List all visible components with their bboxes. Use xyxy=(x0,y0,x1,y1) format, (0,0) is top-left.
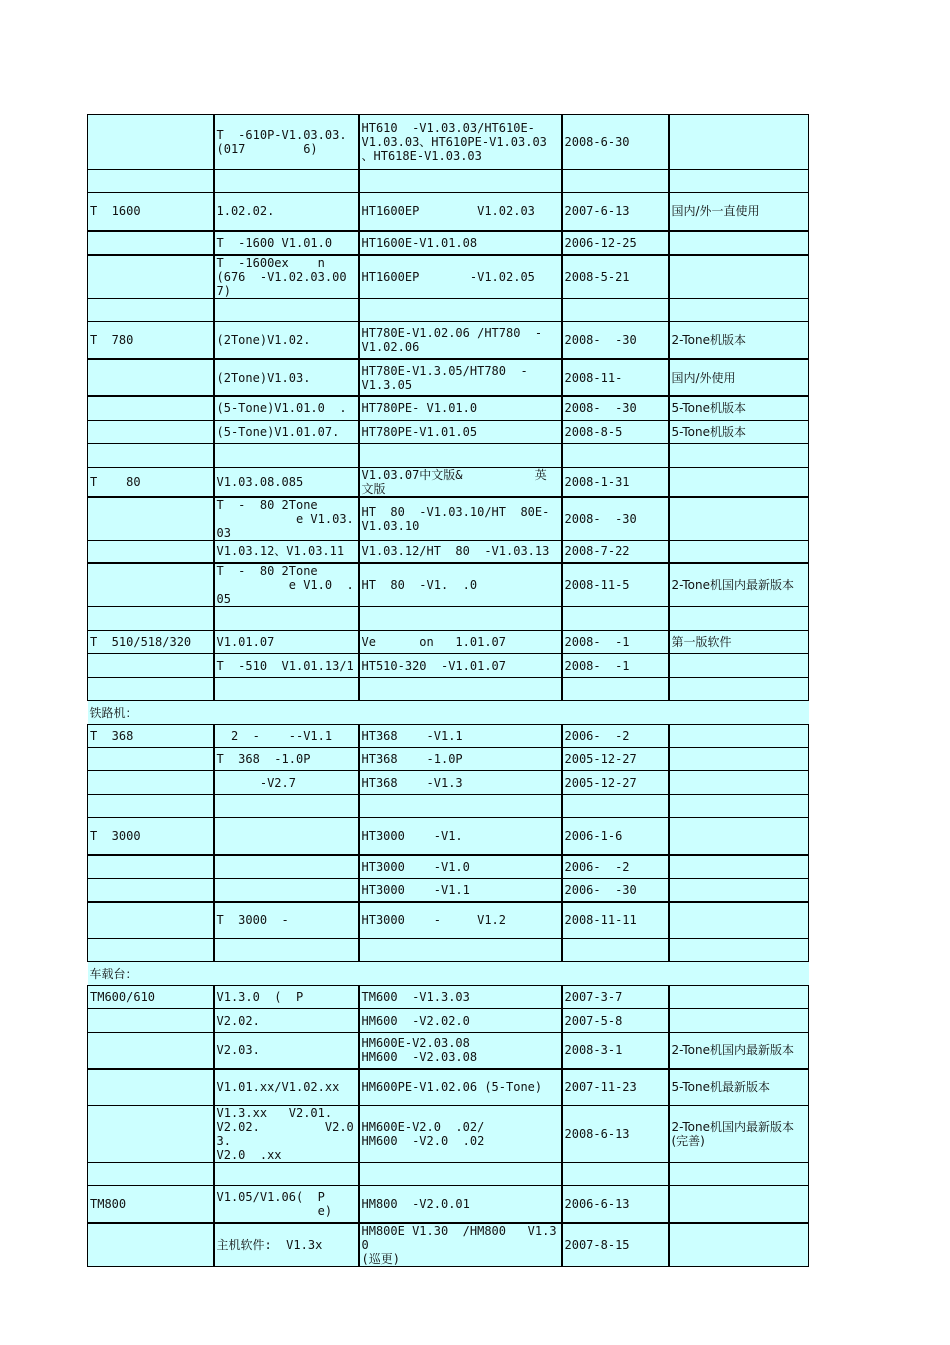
note-cell: 2-Tone机国内最新版本(完善) xyxy=(669,1106,809,1163)
note-cell: 国内/外一直使用 xyxy=(669,193,809,231)
software-version-cell: 1.02.02. xyxy=(214,193,359,231)
software-version-cell: V1.05/V1.06( P e) xyxy=(214,1186,359,1223)
empty-cell xyxy=(359,443,562,467)
empty-cell xyxy=(669,443,809,467)
empty-cell xyxy=(88,170,214,193)
empty-cell xyxy=(359,795,562,818)
note-cell xyxy=(669,1009,809,1033)
note-cell xyxy=(669,654,809,678)
date-cell: 2005-12-27 xyxy=(562,748,669,771)
empty-cell xyxy=(214,607,359,631)
empty-cell xyxy=(359,298,562,321)
date-cell: 2007-11-23 xyxy=(562,1069,669,1106)
note-cell: 5-Tone机版本 xyxy=(669,396,809,420)
firmware-version-cell: HT510-320 -V1.01.07 xyxy=(359,654,562,678)
empty-cell xyxy=(669,1163,809,1186)
empty-cell xyxy=(214,939,359,962)
firmware-version-cell: HT3000 -V1. xyxy=(359,818,562,855)
table-row xyxy=(88,1033,809,1069)
model-cell: T 80 xyxy=(88,467,214,497)
date-cell: 2008-1-31 xyxy=(562,467,669,497)
date-cell: 2008- -30 xyxy=(562,396,669,420)
empty-cell xyxy=(359,939,562,962)
empty-cell xyxy=(669,607,809,631)
empty-cell xyxy=(214,795,359,818)
note-cell: 5-Tone机最新版本 xyxy=(669,1069,809,1106)
firmware-version-cell: HT368 -1.0P xyxy=(359,748,562,771)
software-version-cell: T -1600 V1.01.0 xyxy=(214,231,359,255)
table-row xyxy=(88,654,809,678)
spacer-row xyxy=(88,298,809,321)
table-row xyxy=(88,725,809,748)
firmware-version-cell: HM800E V1.30 /HM800 V1.30 (巡更) xyxy=(359,1223,562,1267)
firmware-version-cell: HT1600EP -V1.02.05 xyxy=(359,255,562,299)
table-row xyxy=(88,497,809,541)
model-cell xyxy=(88,1106,214,1163)
date-cell: 2008-11-11 xyxy=(562,902,669,939)
model-cell xyxy=(88,1223,214,1267)
note-cell xyxy=(669,115,809,170)
table-row xyxy=(88,467,809,497)
date-cell: 2008- -1 xyxy=(562,631,669,654)
software-version-cell: (2Tone)V1.03. xyxy=(214,359,359,396)
note-cell xyxy=(669,771,809,795)
date-cell: 2007-5-8 xyxy=(562,1009,669,1033)
date-cell: 2007-3-7 xyxy=(562,986,669,1009)
date-cell: 2006-6-13 xyxy=(562,1186,669,1223)
empty-cell xyxy=(214,1163,359,1186)
table-row xyxy=(88,193,809,231)
software-version-cell: T 368 -1.0P xyxy=(214,748,359,771)
software-version-cell: V1.03.12、V1.03.11 xyxy=(214,540,359,563)
software-version-cell: T -1600ex n (676 -V1.02.03.007) xyxy=(214,255,359,299)
note-cell: 2-Tone机版本 xyxy=(669,321,809,359)
table-row xyxy=(88,359,809,396)
model-cell xyxy=(88,1033,214,1069)
date-cell: 2008-8-5 xyxy=(562,420,669,443)
software-version-cell: V2.03. xyxy=(214,1033,359,1069)
date-cell: 2006-1-6 xyxy=(562,818,669,855)
software-version-cell xyxy=(214,879,359,902)
note-cell: 第一版软件 xyxy=(669,631,809,654)
table-row xyxy=(88,321,809,359)
model-cell xyxy=(88,771,214,795)
empty-cell xyxy=(562,298,669,321)
software-version-cell: V2.02. xyxy=(214,1009,359,1033)
model-cell xyxy=(88,879,214,902)
empty-cell xyxy=(562,443,669,467)
table-row xyxy=(88,231,809,255)
table-row xyxy=(88,855,809,879)
empty-cell xyxy=(562,795,669,818)
date-cell: 2008-6-13 xyxy=(562,1106,669,1163)
firmware-version-cell: HT780PE- V1.01.0 xyxy=(359,396,562,420)
software-version-cell xyxy=(214,818,359,855)
table-row xyxy=(88,255,809,299)
table-row xyxy=(88,1069,809,1106)
date-cell: 2005-12-27 xyxy=(562,771,669,795)
table-row xyxy=(88,748,809,771)
table-row xyxy=(88,631,809,654)
empty-cell xyxy=(669,939,809,962)
table-row xyxy=(88,1186,809,1223)
firmware-version-cell: HT3000 -V1.0 xyxy=(359,855,562,879)
note-cell: 国内/外使用 xyxy=(669,359,809,396)
note-cell xyxy=(669,879,809,902)
firmware-version-cell: HT780E-V1.02.06 /HT780 - V1.02.06 xyxy=(359,321,562,359)
empty-cell xyxy=(669,298,809,321)
firmware-version-cell: HT780PE-V1.01.05 xyxy=(359,420,562,443)
empty-cell xyxy=(669,678,809,701)
table-row xyxy=(88,563,809,607)
section-header-row xyxy=(88,962,809,986)
spacer-row xyxy=(88,939,809,962)
firmware-version-cell: HT368 -V1.3 xyxy=(359,771,562,795)
table-row xyxy=(88,1223,809,1267)
firmware-version-cell: Ve on 1.01.07 xyxy=(359,631,562,654)
software-version-cell: (5-Tone)V1.01.0 . xyxy=(214,396,359,420)
empty-cell xyxy=(214,443,359,467)
date-cell: 2008-11-5 xyxy=(562,563,669,607)
firmware-version-cell: HM600E-V2.03.08 HM600 -V2.03.08 xyxy=(359,1033,562,1069)
empty-cell xyxy=(88,298,214,321)
note-cell xyxy=(669,467,809,497)
empty-cell xyxy=(88,607,214,631)
model-cell xyxy=(88,563,214,607)
model-cell xyxy=(88,231,214,255)
table-row xyxy=(88,540,809,563)
table-row xyxy=(88,986,809,1009)
empty-cell xyxy=(88,443,214,467)
section-header-row xyxy=(88,701,809,725)
spacer-row xyxy=(88,678,809,701)
table-row xyxy=(88,420,809,443)
note-cell: 2-Tone机国内最新版本 xyxy=(669,563,809,607)
note-cell xyxy=(669,540,809,563)
software-version-cell: T - 80 2Tone e V1.03.03 xyxy=(214,497,359,541)
spacer-row xyxy=(88,170,809,193)
software-version-cell: 主机软件: V1.3x xyxy=(214,1223,359,1267)
software-version-cell: V1.01.07 xyxy=(214,631,359,654)
table-row xyxy=(88,115,809,170)
date-cell: 2006-12-25 xyxy=(562,231,669,255)
date-cell: 2007-8-15 xyxy=(562,1223,669,1267)
note-cell xyxy=(669,725,809,748)
firmware-version-cell: HT 80 -V1. .0 xyxy=(359,563,562,607)
firmware-version-cell: HT1600EP V1.02.03 xyxy=(359,193,562,231)
section-label: 车载台： xyxy=(88,962,809,986)
empty-cell xyxy=(88,678,214,701)
table-row xyxy=(88,879,809,902)
note-cell xyxy=(669,902,809,939)
date-cell: 2008-7-22 xyxy=(562,540,669,563)
model-cell: T 780 xyxy=(88,321,214,359)
date-cell: 2008- -30 xyxy=(562,321,669,359)
model-cell xyxy=(88,654,214,678)
note-cell xyxy=(669,818,809,855)
note-cell xyxy=(669,1223,809,1267)
empty-cell xyxy=(88,795,214,818)
model-cell xyxy=(88,1009,214,1033)
empty-cell xyxy=(359,1163,562,1186)
model-cell xyxy=(88,1069,214,1106)
model-cell xyxy=(88,540,214,563)
firmware-version-cell: V1.03.12/HT 80 -V1.03.13 xyxy=(359,540,562,563)
version-table xyxy=(87,114,809,1267)
firmware-version-cell: HT1600E-V1.01.08 xyxy=(359,231,562,255)
date-cell: 2008- -30 xyxy=(562,497,669,541)
empty-cell xyxy=(359,170,562,193)
empty-cell xyxy=(669,795,809,818)
note-cell xyxy=(669,748,809,771)
software-version-cell: V1.3.0 ( P xyxy=(214,986,359,1009)
firmware-version-cell: HM600PE-V1.02.06 (5-Tone) xyxy=(359,1069,562,1106)
software-version-cell: -V2.7 xyxy=(214,771,359,795)
software-version-cell: T 3000 - xyxy=(214,902,359,939)
software-version-cell: (5-Tone)V1.01.07. xyxy=(214,420,359,443)
note-cell: 5-Tone机版本 xyxy=(669,420,809,443)
software-version-cell: T -510 V1.01.13/1 xyxy=(214,654,359,678)
firmware-version-cell: HT3000 - V1.2 xyxy=(359,902,562,939)
note-cell xyxy=(669,855,809,879)
firmware-version-cell: HT610 -V1.03.03/HT610E- V1.03.03、HT610PE-V1.03.03 、HT618E-V1.03.03 xyxy=(359,115,562,170)
empty-cell xyxy=(562,939,669,962)
software-version-cell: 2 - --V1.1 xyxy=(214,725,359,748)
empty-cell xyxy=(562,607,669,631)
software-version-cell: V1.03.08.085 xyxy=(214,467,359,497)
note-cell xyxy=(669,231,809,255)
model-cell xyxy=(88,115,214,170)
software-version-cell: V1.01.xx/V1.02.xx xyxy=(214,1069,359,1106)
note-cell xyxy=(669,1186,809,1223)
table-row xyxy=(88,902,809,939)
model-cell xyxy=(88,497,214,541)
firmware-version-cell: V1.03.07中文版& 英文版 xyxy=(359,467,562,497)
model-cell: TM800 xyxy=(88,1186,214,1223)
date-cell: 2008-11- xyxy=(562,359,669,396)
date-cell: 2006- -2 xyxy=(562,725,669,748)
spacer-row xyxy=(88,607,809,631)
firmware-version-cell: HT368 -V1.1 xyxy=(359,725,562,748)
model-cell: T 368 xyxy=(88,725,214,748)
model-cell: T 3000 xyxy=(88,818,214,855)
table-row xyxy=(88,771,809,795)
empty-cell xyxy=(562,1163,669,1186)
note-cell: 2-Tone机国内最新版本 xyxy=(669,1033,809,1069)
model-cell: T 510/518/320 xyxy=(88,631,214,654)
empty-cell xyxy=(562,170,669,193)
firmware-version-cell: TM600 -V1.3.03 xyxy=(359,986,562,1009)
model-cell xyxy=(88,396,214,420)
empty-cell xyxy=(562,678,669,701)
note-cell xyxy=(669,497,809,541)
model-cell xyxy=(88,902,214,939)
date-cell: 2008-3-1 xyxy=(562,1033,669,1069)
table-row xyxy=(88,1009,809,1033)
note-cell xyxy=(669,986,809,1009)
firmware-version-cell: HT 80 -V1.03.10/HT 80E- V1.03.10 xyxy=(359,497,562,541)
model-cell: TM600/610 xyxy=(88,986,214,1009)
firmware-version-cell: HM600 -V2.02.0 xyxy=(359,1009,562,1033)
table-row xyxy=(88,818,809,855)
firmware-version-cell: HM600E-V2.0 .02/ HM600 -V2.0 .02 xyxy=(359,1106,562,1163)
empty-cell xyxy=(669,170,809,193)
date-cell: 2008-6-30 xyxy=(562,115,669,170)
empty-cell xyxy=(359,607,562,631)
firmware-version-cell: HM800 -V2.0.01 xyxy=(359,1186,562,1223)
software-version-cell: T -610P-V1.03.03. (017 6) xyxy=(214,115,359,170)
software-version-cell: (2Tone)V1.02. xyxy=(214,321,359,359)
empty-cell xyxy=(359,678,562,701)
spacer-row xyxy=(88,443,809,467)
model-cell xyxy=(88,255,214,299)
empty-cell xyxy=(88,1163,214,1186)
empty-cell xyxy=(214,298,359,321)
software-version-cell: V1.3.xx V2.01. V2.02. V2.03. V2.0 .xx xyxy=(214,1106,359,1163)
model-cell xyxy=(88,748,214,771)
date-cell: 2006- -30 xyxy=(562,879,669,902)
table-row xyxy=(88,1106,809,1163)
spacer-row xyxy=(88,795,809,818)
table-row xyxy=(88,396,809,420)
software-version-cell: T - 80 2Tone e V1.0 .05 xyxy=(214,563,359,607)
empty-cell xyxy=(214,170,359,193)
model-cell xyxy=(88,359,214,396)
empty-cell xyxy=(214,678,359,701)
empty-cell xyxy=(88,939,214,962)
note-cell xyxy=(669,255,809,299)
date-cell: 2007-6-13 xyxy=(562,193,669,231)
model-cell xyxy=(88,855,214,879)
date-cell: 2008- -1 xyxy=(562,654,669,678)
firmware-version-cell: HT3000 -V1.1 xyxy=(359,879,562,902)
spacer-row xyxy=(88,1163,809,1186)
date-cell: 2006- -2 xyxy=(562,855,669,879)
date-cell: 2008-5-21 xyxy=(562,255,669,299)
model-cell: T 1600 xyxy=(88,193,214,231)
section-label: 铁路机： xyxy=(88,701,809,725)
firmware-version-cell: HT780E-V1.3.05/HT780 - V1.3.05 xyxy=(359,359,562,396)
model-cell xyxy=(88,420,214,443)
software-version-cell xyxy=(214,855,359,879)
